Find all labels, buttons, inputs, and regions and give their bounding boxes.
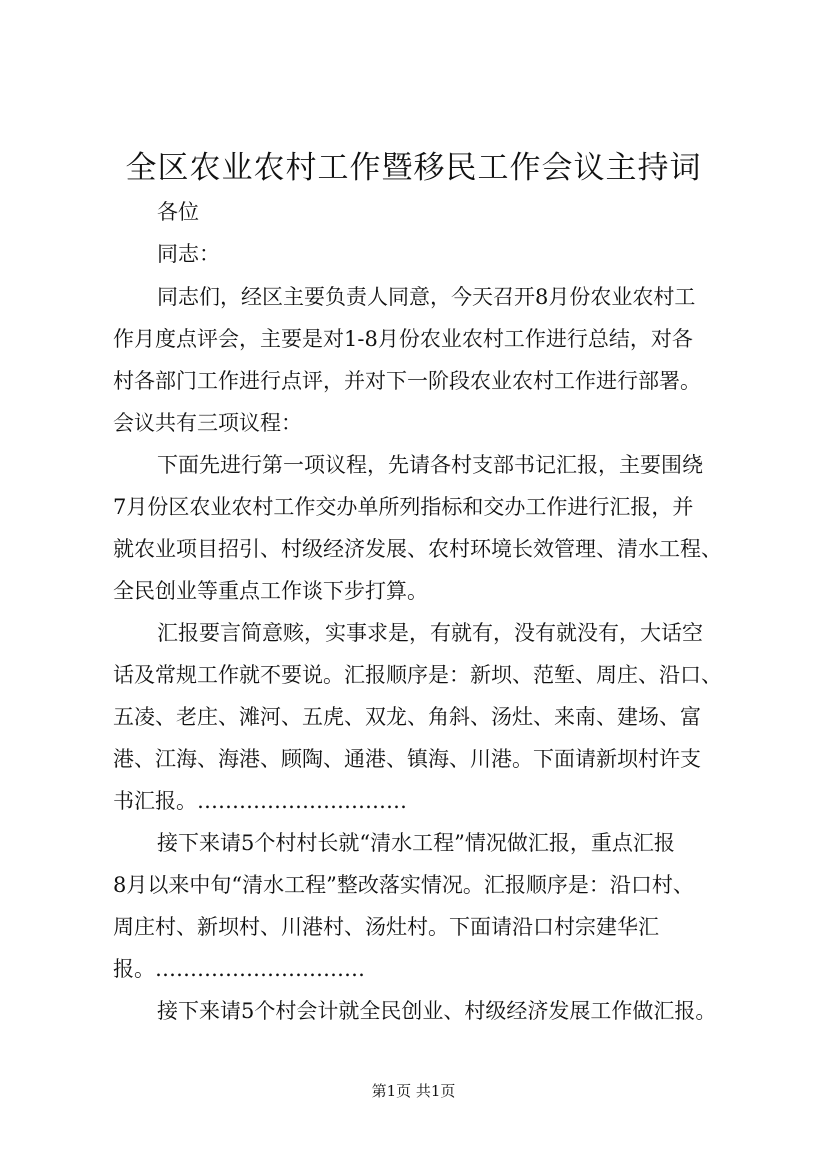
paragraph-2-line-4: 全民创业等重点工作谈下步打算。 — [113, 579, 428, 603]
paragraph-1-line-1: 同志们，经区主要负责人同意，今天召开8月份农业农村工 — [157, 285, 696, 309]
paragraph-1-line-4: 会议共有三项议程： — [113, 411, 302, 435]
page-number-footer: 第1页 共1页 — [371, 1082, 456, 1100]
paragraph-3-line-3: 五凌、老庄、滩河、五虎、双龙、角斜、汤灶、来南、建场、富 — [113, 705, 701, 729]
paragraph-3-line-1: 汇报要言简意赅，实事求是，有就有，没有就没有，大话空 — [157, 621, 703, 645]
paragraph-1-line-3: 村各部门工作进行点评，并对下一阶段农业农村工作进行部署。 — [113, 369, 701, 393]
salutation-line-1: 各位 — [157, 200, 199, 224]
paragraph-4-line-3: 周庄村、新坝村、川港村、汤灶村。下面请沿口村宗建华汇 — [113, 915, 659, 939]
paragraph-2-line-2: 7月份区农业农村工作交办单所列指标和交办工作进行汇报，并 — [113, 495, 694, 519]
paragraph-3-line-4: 港、江海、海港、顾陶、通港、镇海、川港。下面请新坝村许支 — [113, 747, 701, 771]
paragraph-3-line-5: 书汇报。………………………… — [113, 789, 407, 813]
paragraph-5-line-1: 接下来请5个村会计就全民创业、村级经济发展工作做汇报。 — [157, 999, 717, 1023]
salutation-line-2: 同志： — [157, 242, 220, 266]
paragraph-4-line-1: 接下来请5个村村长就“清水工程”情况做汇报，重点汇报 — [157, 831, 675, 855]
paragraph-2-line-3: 就农业项目招引、村级经济发展、农村环境长效管理、清水工程、 — [113, 537, 722, 561]
document-title: 全区农业农村工作暨移民工作会议主持词 — [125, 150, 702, 186]
paragraph-3-line-2: 话及常规工作就不要说。汇报顺序是：新坝、范堑、周庄、沿口、 — [113, 663, 722, 687]
paragraph-2-line-1: 下面先进行第一项议程，先请各村支部书记汇报，主要围绕 — [157, 453, 703, 477]
paragraph-4-line-4: 报。………………………… — [113, 957, 365, 981]
paragraph-4-line-2: 8月以来中旬“清水工程”整改落实情况。汇报顺序是：沿口村、 — [113, 873, 694, 897]
paragraph-1-line-2: 作月度点评会，主要是对1-8月份农业农村工作进行总结，对各 — [113, 327, 693, 351]
